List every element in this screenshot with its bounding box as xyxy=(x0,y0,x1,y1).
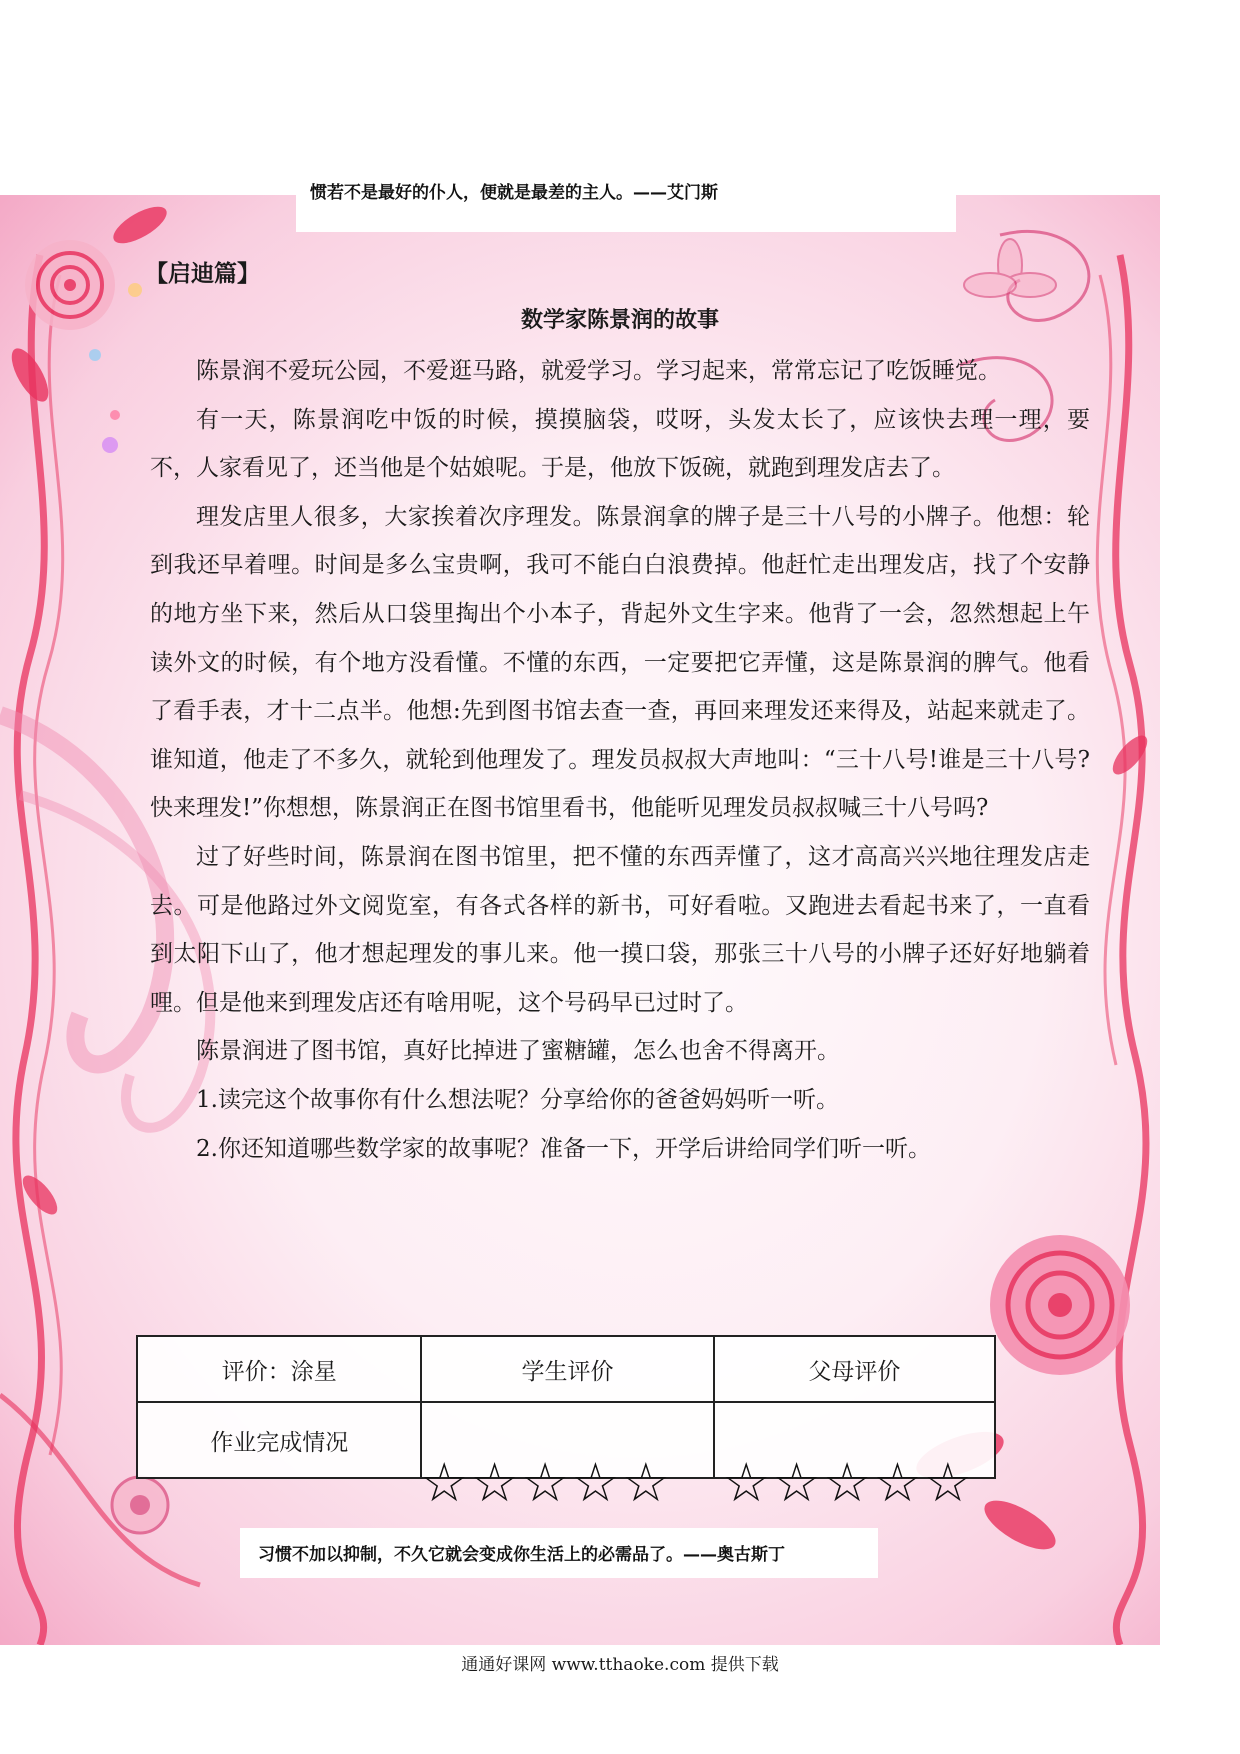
eval-row-label: 作业完成情况 xyxy=(137,1402,421,1478)
story-paragraph: 陈景润进了图书馆，真好比掉进了蜜糖罐，怎么也舍不得离开。 xyxy=(196,1038,840,1065)
student-star-rating[interactable]: ☆☆☆☆☆ xyxy=(420,1451,673,1514)
section-label: 【启迪篇】 xyxy=(145,261,260,287)
story-paragraph: 有一天，陈景润吃中饭的时候，摸摸脑袋，哎呀，头发太长了，应该快去理一理，要不，人家看见了，还当他是个姑娘呢。于是，他放下饭碗，就跑到理发店去了。 xyxy=(150,406,1090,482)
footer-credit: 通通好课网 www.tthaoke.com 提供下载 xyxy=(461,1655,779,1675)
story-body xyxy=(150,347,1090,1173)
header-quote: 惯若不是最好的仆人，便就是最差的主人。——艾门斯 xyxy=(296,170,956,232)
parent-star-rating[interactable]: ☆☆☆☆☆ xyxy=(722,1451,975,1514)
eval-header-cell: 父母评价 xyxy=(714,1336,995,1402)
footer-quote: 习惯不加以抑制，不久它就会变成你生活上的必需品了。——奥古斯丁 xyxy=(240,1528,878,1578)
story-paragraph: 理发店里人很多，大家挨着次序理发。陈景润拿的牌子是三十八号的小牌子。他想：轮到我还早着哩。时间是多么宝贵啊，我可不能白白浪费掉。他赶忙走出理发店，找了个安静的地方坐下来，然后从口袋里掏出个小本子，背起外文生字来。他背了一会，忽然想起上午读外文的时候，有个地方没看懂。不懂的东西，一定要把它弄懂，这是陈景润的脾气。他看了看手表，才十二点半。他想:先到图书馆去查一查，再回来理发还来得及，站起来就走了。谁知道，他走了不多久，就轮到他理发了。理发员叔叔大声地叫：“三十八号!谁是三十八号?快来理发!”你想想，陈景润正在图书馆里看书，他能听见理发员叔叔喊三十八号吗? xyxy=(150,503,1090,822)
eval-header-cell: 学生评价 xyxy=(421,1336,713,1402)
question-2: 2.你还知道哪些数学家的故事呢？准备一下，开学后讲给同学们听一听。 xyxy=(196,1135,931,1162)
question-1: 1.读完这个故事你有什么想法呢？分享给你的爸爸妈妈听一听。 xyxy=(196,1086,839,1113)
story-paragraph: 陈景润不爱玩公园，不爱逛马路，就爱学习。学习起来，常常忘记了吃饭睡觉。 xyxy=(196,358,1001,384)
eval-header-cell: 评价：涂星 xyxy=(137,1336,421,1402)
table-row xyxy=(137,1336,995,1402)
story-title: 数学家陈景润的故事 xyxy=(520,308,719,333)
story-paragraph: 过了好些时间，陈景润在图书馆里，把不懂的东西弄懂了，这才高高兴兴地往理发店走去。可是他路过外文阅览室，有各式各样的新书，可好看啦。又跑进去看起书来了，一直看到太阳下山了，他才想起理发的事儿来。他一摸口袋，那张三十八号的小牌子还好好地躺着哩。但是他来到理发店还有啥用呢，这个号码早已过时了。 xyxy=(150,843,1090,1016)
